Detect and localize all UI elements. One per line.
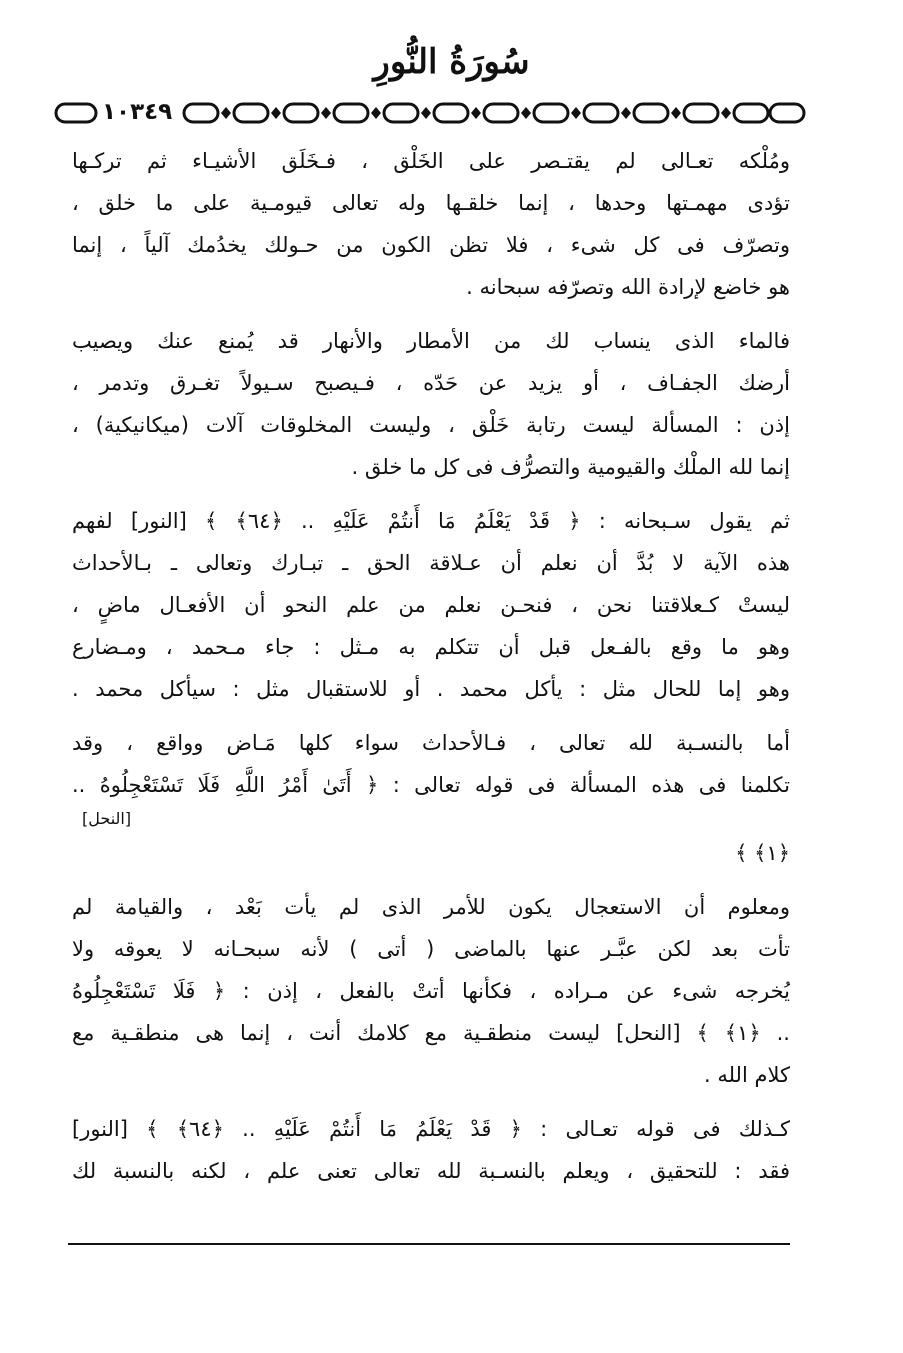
text-line: تؤدى مهمـتها وحدها ، إنما خلقـها وله تعالى قيومـية على ما خلق ، [72, 191, 790, 215]
paragraph-5 [72, 886, 790, 1096]
text-line: هو خاضع لإرادة الله وتصرّفه سبحانه . [466, 275, 790, 299]
page-body [72, 140, 790, 1204]
paragraph-3 [72, 500, 790, 710]
paragraph-1 [72, 140, 790, 308]
text-line: وهو إما للحال مثل : يأكل محمد . أو للاستقبال مثل : سيأكل محمد . [72, 677, 790, 701]
paragraph-2 [72, 320, 790, 488]
text-line: تأت بعد لكن عبَّـر عنها بالماضى ( أتى ) لأنه سبحـانه لا يعوقه ولا [72, 937, 790, 961]
surah-title: سُورَةُ النُّورِ [373, 42, 530, 82]
text-line: هذه الآية لا بُدَّ أن نعلم أن عـلاقة الحق ـ تبـارك وتعالى ـ بـالأحداث [72, 551, 790, 575]
footer-rule [68, 1243, 790, 1245]
text-line: وتصرّف فى كل شىء ، فلا تظن الكون من حـولك يخدُمك آلياً ، إنما [72, 233, 790, 257]
text-line: إنما لله الملْك والقيومية والتصرُّف فى كل ما خلق . [351, 455, 790, 479]
text-line: فقد : للتحقيق ، ويعلم بالنسـبة لله تعالى تعنى علم ، لكنه بالنسبة لك [72, 1159, 790, 1183]
text-line-with-verse: تكلمنا فى هذه المسألة فى قوله تعالى : ﴿ أَتَىٰ أَمْرُ اللَّهِ فَلَا تَسْتَعْجِلُوهُ .. [72, 773, 790, 797]
verse-end-marker: ﴿١﴾ ﴾ [735, 841, 790, 865]
surah-reference: [النحل] [82, 809, 132, 828]
text-line: أما بالنسـبة لله تعالى ، فـالأحداث سواء كلها مَـاض وواقع ، وقد [72, 731, 790, 755]
text-line-with-verse: ثم يقول سـبحانه : ﴿ قَدْ يَعْلَمُ مَا أَنتُمْ عَلَيْهِ .. ﴿٦٤﴾ ﴾ [النور] لفهم [72, 509, 790, 533]
paragraph-4 [72, 722, 790, 874]
text-line: ليستْ كـعلاقتنا نحن ، فنحـن نعلم من علم النحو أن الأفعـال ماضٍ ، [72, 593, 790, 617]
text-line-with-verse: .. ﴿١﴾ ﴾ [النحل] ليست منطقـية مع كلامك أنت ، إنما هى منطقـية مع [72, 1021, 790, 1045]
text-line: فالماء الذى ينساب لك من الأمطار والأنهار قد يُمنع عنك ويصيب [72, 329, 790, 353]
text-line: إذن : المسألة ليست رتابة خَلْق ، وليست المخلوقات آلات (ميكانيكية) ، [72, 413, 790, 437]
text-line: ومُلْكه تعـالى لم يقتـصر على الخَلْق ، فـخَلَق الأشيـاء ثم تركـها [72, 149, 790, 173]
paragraph-6 [72, 1108, 790, 1192]
text-line: كلام الله . [704, 1063, 790, 1087]
text-line: وهو ما وقع بالفـعل قبل أن تتكلم به مـثل : جاء مـحمد ، ومـضارع [72, 635, 790, 659]
text-line-with-verse: كـذلك فى قوله تعـالى : ﴿ قَدْ يَعْلَمُ مَا أَنتُمْ عَلَيْهِ .. ﴿٦٤﴾ ﴾ [النور] [72, 1117, 790, 1141]
text-line: أرضك الجفـاف ، أو يزيد عن حَدّه ، فـيصبح سـيولاً تغـرق وتدمر ، [72, 371, 790, 395]
page-number: ١٠٣٤٩ [98, 94, 176, 130]
text-line: ومعلوم أن الاستعجال يكون للأمر الذى لم يأت بَعْد ، والقيامة لم [72, 895, 790, 919]
text-line-with-verse: يُخرجه شىء عن مـراده ، فكأنها أتتْ بالفعل ، إذن : ﴿ فَلَا تَسْتَعْجِلُوهُ [72, 979, 790, 1003]
